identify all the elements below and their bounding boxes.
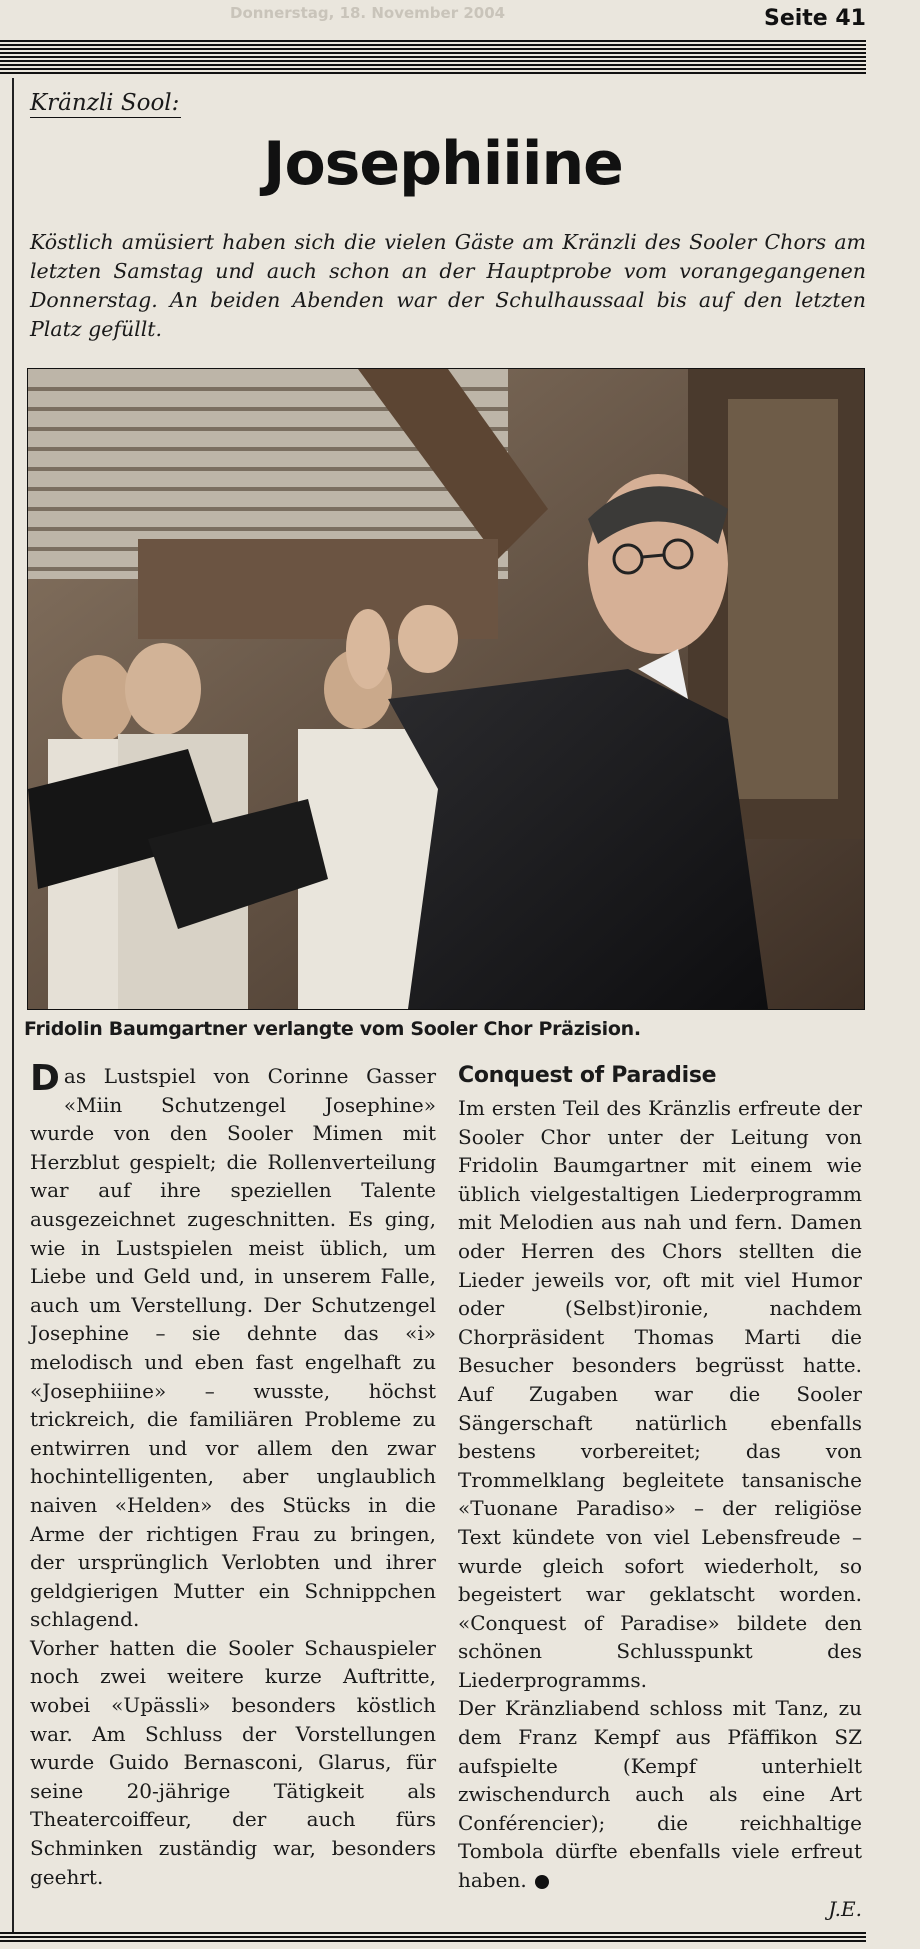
paragraph: Vorher hatten die Sooler Schauspieler noch zwei weitere kurze Auftritte, wobei «Upässli» besonders köstlich war. Am Schluss der Vorstellungen wurde Guido Bernasconi, Glarus, für seine 20-jährige Tätigkeit als Theatercoiffeur, der auch fürs Schminken zuständig war, besonders geehrt. xyxy=(30,1635,436,1889)
paragraph-text: as Lustspiel von Corinne Gasser «Miin Schutzengel Josephine» wurde von den Sooler Mimen mit Herzblut gespielt; die Rollenverteilung war auf ihre speziellen Talente ausgezeichnet zugeschnitten. Es ging, wie in Lustspielen meist üblich, um Liebe und Geld und, in unserem Falle, auch um Verstellung. Der Schutzengel Josephine – sie dehnte das «i» melodisch und eben fast engelhaft zu «Josephiiine» – wusste, höchst trickreich, die familiären Probleme zu entwirren und vor allem den zwar hochintelligenten, aber unglaublich naiven «Helden» des Stücks in die Arme der richtigen Frau zu bringen, der ursprünglich Verlobten und ihrer geldgierigen Mutter ein Schnippchen schlagend. xyxy=(30,1064,436,1632)
article-kicker: Kränzli Sool: xyxy=(30,90,180,116)
paragraph xyxy=(30,1058,436,1634)
photo-caption: Fridolin Baumgartner verlangte vom Sooler Chor Präzision. xyxy=(24,1018,641,1040)
article-column-left xyxy=(30,1058,436,1891)
choir-photo xyxy=(27,368,865,1010)
article-column-right xyxy=(458,1062,862,1923)
paragraph-text: Der Kränzliabend schloss mit Tanz, zu dem Franz Kempf aus Pfäffikon SZ aufspielte (Kempf unterhielt zwischendurch auch als eine Art Conférencier); die reichhaltige Tombola dürfte ebenfalls viele erfreut haben. xyxy=(458,1696,862,1893)
signoff xyxy=(458,1895,862,1924)
paragraph: Im ersten Teil des Kränzlis erfreute der Sooler Chor unter der Leitung von Fridolin Baumgartner mit einem wie üblich vielgestaltigen Liederprogramm mit Melodien aus nah und fern. Damen oder Herren des Chors stellten die Lieder jeweils vor, oft mit viel Humor oder (Selbst)ironie, nachdem Chorpräsident Thomas Marti die Besucher besonders begrüsst hatte. Auf Zugaben war die Sooler Sängerschaft natürlich ebenfalls bestens vorbereitet; das von Trommelklang begleitete tansanische «Tuonane Paradiso» – der religiöse Text kündete von viel Lebensfreude – wurde gleich sofort wiederholt, so begeistert war geklatscht worden. «Conquest of Paradise» bildete den schönen Schlusspunkt des Liederprogramms. xyxy=(458,1096,862,1692)
end-bullet-icon xyxy=(535,1875,549,1889)
header-date-ghost: Donnerstag, 18. November 2004 xyxy=(230,4,506,22)
footer-rule xyxy=(0,1932,866,1944)
page-number: Seite 41 xyxy=(763,6,866,31)
paragraph xyxy=(458,1694,862,1894)
article-headline: Josephiiine xyxy=(263,129,623,199)
section-subhead: Conquest of Paradise xyxy=(458,1063,717,1088)
article-lead: Köstlich amüsiert haben sich die vielen Gäste am Kränzli des Sooler Chors am letzten Samstag und auch schon an der Hauptprobe vom vorangegangenen Donnerstag. An beiden Abenden war der Schulhaussaal bis auf den letzten Platz gefüllt. xyxy=(30,230,866,341)
drop-cap: D xyxy=(30,1058,60,1099)
header-rule xyxy=(0,40,866,74)
left-column-rule xyxy=(12,78,14,1933)
author-initials: J.E. xyxy=(828,1896,862,1921)
